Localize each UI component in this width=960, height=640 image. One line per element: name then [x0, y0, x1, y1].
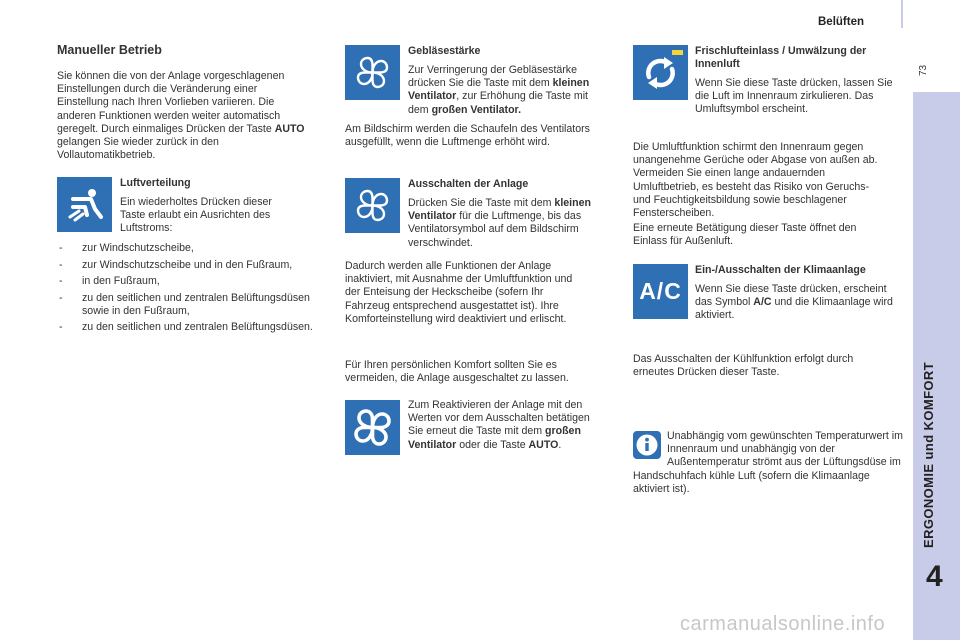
list-item: - zu den seitlichen und zentralen Belüftungsdüsen sowie in den Fußraum, — [57, 292, 329, 318]
chapter-number: 4 — [926, 560, 943, 593]
ac-text: Wenn Sie diese Taste drücken, erscheint das Symbol A/C und die Klimaanlage wird aktiviert. — [695, 283, 893, 322]
header-divider — [901, 0, 903, 28]
outside-air-note: Eine erneute Betätigung dieser Taste öffnet den Einlass für Außenluft. — [633, 222, 857, 248]
air-distribution-text: Ein wiederholtes Drücken dieser Taste erlaubt ein Ausrichten des Luftstroms: — [120, 196, 272, 235]
ac-icon: A/C — [639, 278, 682, 304]
list-item: - zu den seitlichen und zentralen Belüftungsdüsen. — [57, 321, 329, 334]
fan-icon — [345, 45, 400, 100]
page-header-title: Belüften — [818, 16, 864, 28]
ac-block — [695, 264, 905, 323]
recirculation-icon — [633, 45, 688, 100]
ac-title: Ein-/Ausschalten der Klimaanlage — [695, 264, 866, 276]
list-item: - in den Fußraum, — [57, 275, 329, 288]
fan-speed-block — [408, 45, 603, 117]
fan-speed-title: Gebläsestärke — [408, 45, 481, 57]
air-distribution-title: Luftverteilung — [120, 177, 191, 189]
large-fan-button-icon — [345, 400, 400, 455]
system-off-title: Ausschalten der Anlage — [408, 178, 529, 190]
system-off-note: Dadurch werden alle Funktionen der Anlage inaktiviert, mit Ausnahme der Umluftfunktion und der Enteisung der Heckscheibe (sofern Ihr Fahrzeug entsprechend ausgestattet ist). Ihre Komforteinstellung wird deaktiviert und erlischt. — [345, 260, 573, 325]
cooling-off-note: Das Ausschalten der Kühlfunktion erfolgt durch erneutes Drücken dieser Taste. — [633, 353, 854, 379]
page-number: 73 — [918, 64, 929, 76]
ac-button-icon — [633, 264, 688, 319]
air-distribution-button-icon — [57, 177, 112, 232]
column-1 — [57, 43, 327, 162]
intro-paragraph: Sie können die von der Anlage vorgeschlagenen Einstellungen durch die Veränderung einer Einstellung nach Ihren Vorlieben variieren. Die anderen Funktionen werden weiter automatisch geregelt. Durch einmaliges Drücken der Taste AUTO gelangen Sie wieder zurück in den Vollautomatikbetrieb. — [57, 70, 305, 162]
air-distribution-list — [57, 242, 329, 338]
section-heading: Manueller Betrieb — [57, 43, 162, 57]
system-off-button-icon — [345, 178, 400, 233]
recirculation-note: Die Umluftfunktion schirmt den Innenraum gegen unangenehme Gerüche oder Abgase von außen ab. Vermeiden Sie einen lange andauernden Umluftbetrieb, es besteht das Risiko von Geruchs- und Feuchtigkeitsbildung sowie beschlagener Fensterscheiben. — [633, 141, 878, 220]
recirculation-title: Frischlufteinlass / Umwälzung der Innenluft — [695, 45, 867, 70]
reactivate-text: Zum Reaktivieren der Anlage mit den Werten vor dem Ausschalten betätigen Sie erneut die Taste mit dem großen Ventilator oder die Taste AUTO. — [408, 399, 590, 451]
recirculation-button-icon — [633, 45, 688, 100]
recirculation-text: Wenn Sie diese Taste drücken, lassen Sie die Luft im Innenraum zirkulieren. Das Umluftsymbol erscheint. — [695, 77, 893, 116]
watermark: carmanualsonline.info — [680, 613, 886, 635]
info-text: Unabhängig vom gewünschten Temperaturwert im Innenraum und unabhängig von der Außentemperatur strömt aus der Lüftungsdüse im Handschuhfach kühle Luft (sofern die Klimaanlage aktiviert ist). — [633, 430, 903, 495]
system-off-text: Drücken Sie die Taste mit dem kleinen Ventilator für die Luftmenge, bis das Ventilatorsymbol auf dem Bildschirm verschwindet. — [408, 197, 591, 249]
recirculation-block — [695, 45, 895, 117]
large-fan-icon — [345, 400, 400, 455]
fan-speed-note: Am Bildschirm werden die Schaufeln des Ventilators ausgefüllt, wenn die Luftmenge erhöht wird. — [345, 123, 590, 149]
info-icon — [633, 431, 661, 459]
comfort-note: Für Ihren persönlichen Komfort sollten Sie es vermeiden, die Anlage ausgeschaltet zu lassen. — [345, 359, 569, 385]
info-box — [633, 430, 905, 496]
section-title: ERGONOMIE und KOMFORT — [921, 361, 936, 548]
fan-icon — [345, 178, 400, 233]
air-distribution-icon — [57, 177, 112, 232]
list-item: - zur Windschutzscheibe und in den Fußraum, — [57, 259, 329, 272]
system-off-block — [408, 178, 606, 250]
fan-speed-text: Zur Verringerung der Gebläsestärke drücken Sie die Taste mit dem kleinen Ventilator, zur Erhöhung die Taste mit dem großen Ventilator. — [408, 64, 590, 116]
air-distribution-block — [120, 177, 295, 236]
fan-speed-button-icon — [345, 45, 400, 100]
indicator-light — [672, 50, 683, 55]
list-item: - zur Windschutzscheibe, — [57, 242, 329, 255]
